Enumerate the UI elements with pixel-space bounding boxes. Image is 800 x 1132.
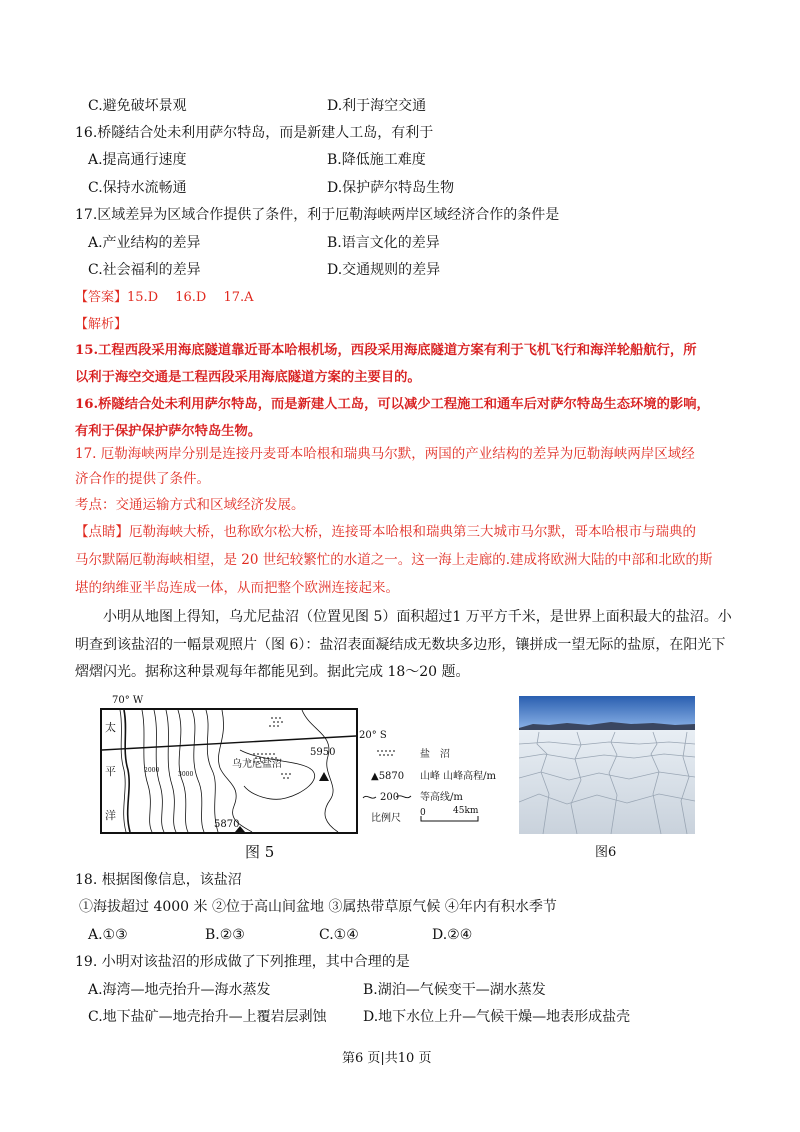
analysis-line-4: 有利于保护保护萨尔特岛生物。 xyxy=(75,424,262,439)
map-latitude-label: 20° S xyxy=(359,730,387,741)
page-footer: 第6 页|共10 页 xyxy=(342,1051,432,1066)
q16-option-c: C.保持水流畅通 xyxy=(88,180,187,196)
answer-label: 【答案】 xyxy=(75,290,128,305)
q18-statements: ①海拔超过 4000 米 ②位于高山间盆地 ③属热带草原气候 ④年内有积水季节 xyxy=(79,899,557,915)
q17-stem: 17.区域差异为区域合作提供了条件，利于厄勒海峡两岸区域经济合作的条件是 xyxy=(75,207,560,223)
legend-salt-label: 盐 沼 xyxy=(420,749,450,760)
intro-line-1: 小明从地图上得知，乌尤尼盐沼（位置见图 5）面积超过1 万平方千米，是世界上面积最大的盐沼。小 xyxy=(103,609,732,625)
analysis-line-9: 马尔默隔厄勒海峡相望，是 20 世纪较繁忙的水道之一。这一海上走廊的.建成将欧洲大陆的中部和北欧的斯 xyxy=(75,552,713,568)
q15-option-d: D.利于海空交通 xyxy=(327,98,427,114)
intro-line-3: 熠熠闪光。据称这种景观每年都能见到。据此完成 18～20 题。 xyxy=(75,664,470,680)
q16-option-b: B.降低施工难度 xyxy=(327,152,426,168)
map-salt-flat-name: 乌尤尼盐沼 xyxy=(232,759,282,770)
legend-scale-label: 比例尺 xyxy=(371,813,401,824)
analysis-line-2: 以利于海空交通是工程西段采用海底隧道方案的主要目的。 xyxy=(75,370,421,385)
figure-5-caption: 图 5 xyxy=(245,843,275,861)
map-ocean-char-2: 平 xyxy=(105,765,116,778)
answer-text: 15.D 16.D 17.A xyxy=(127,290,254,305)
figure-6-caption: 图6 xyxy=(595,845,617,860)
q18-option-b: B.②③ xyxy=(205,927,245,943)
map-peak-1950: 5950 xyxy=(310,747,336,758)
map-ocean-char-1: 太 xyxy=(105,721,116,734)
map-longitude-label: 70° W xyxy=(112,695,144,706)
legend-salt-icon xyxy=(374,747,414,761)
map-contour-label-1: 2000 xyxy=(144,767,160,774)
map-contours xyxy=(102,710,356,832)
analysis-line-7: 考点：交通运输方式和区域经济发展。 xyxy=(75,497,305,513)
q19-stem: 19. 小明对该盐沼的形成做了下列推理，其中合理的是 xyxy=(75,954,410,970)
q17-option-a: A.产业结构的差异 xyxy=(88,235,201,251)
analysis-line-8 xyxy=(75,526,696,540)
legend-peak-label: 山峰 山峰高程/m xyxy=(420,771,497,782)
q18-option-c: C.①④ xyxy=(319,927,359,943)
analysis-line-5: 17. 厄勒海峡两岸分别是连接丹麦哥本哈根和瑞典马尔默，两国的产业结构的差异为厄勒海峡两岸区域经 xyxy=(75,446,695,462)
map-contour-label-2: 3000 xyxy=(178,771,194,778)
q19-option-c: C.地下盐矿—地壳抬升—上覆岩层剥蚀 xyxy=(88,1009,327,1025)
legend-contour-label: 等高线/m xyxy=(420,792,463,803)
q17-option-b: B.语言文化的差异 xyxy=(327,235,440,251)
q19-option-d: D.地下水位上升—气候干燥—地表形成盐壳 xyxy=(363,1009,631,1025)
q16-option-a: A.提高通行速度 xyxy=(88,152,187,168)
legend-peak-value: ▲5870 xyxy=(371,771,405,782)
intro-line-2: 明查到该盐沼的一幅景观照片（图 6）：盐沼表面凝结成无数块多边形，镶拼成一望无际的盐原，在阳光下 xyxy=(75,637,726,653)
pointer-text: 厄勒海峡大桥，也称欧尔松大桥，连接哥本哈根和瑞典第三大城市马尔默，哥本哈根市与瑞典的 xyxy=(129,524,696,540)
analysis-label: 【解析】 xyxy=(75,317,128,332)
legend-scale-bar xyxy=(420,815,480,823)
analysis-line-6: 济合作的提供了条件。 xyxy=(75,471,210,487)
figure-6-photo xyxy=(519,696,695,834)
q18-option-d: D.②④ xyxy=(432,927,473,943)
q17-option-c: C.社会福利的差异 xyxy=(88,262,201,278)
q18-stem: 18. 根据图像信息，该盐沼 xyxy=(75,872,242,888)
q17-option-d: D.交通规则的差异 xyxy=(327,262,441,278)
figure-5-map xyxy=(100,708,358,834)
answer-line xyxy=(75,291,254,304)
analysis-line-3: 16.桥隧结合处未利用萨尔特岛，而是新建人工岛，可以减少工程施工和通车后对萨尔特岛生态环境的影响， xyxy=(75,397,710,412)
map-peak-5870: 5870 xyxy=(214,819,240,830)
q19-option-a: A.海湾—地壳抬升—海水蒸发 xyxy=(88,982,271,998)
pointer-label: 【点睛】 xyxy=(75,524,129,540)
q18-option-a: A.①③ xyxy=(88,927,128,943)
legend-scale-zero: 0 xyxy=(420,808,426,818)
map-ocean-char-3: 洋 xyxy=(105,809,116,822)
q16-option-d: D.保护萨尔特岛生物 xyxy=(327,180,455,196)
analysis-line-10: 堪的纳维亚半岛连成一体，从而把整个欧洲连接起来。 xyxy=(75,580,399,596)
legend-scale-length: 45km xyxy=(453,806,479,816)
q16-stem: 16.桥隧结合处未利用萨尔特岛，而是新建人工岛，有利于 xyxy=(75,125,434,141)
q19-option-b: B.湖泊—气候变干—湖水蒸发 xyxy=(363,982,546,998)
analysis-line-1: 15.工程西段采用海底隧道靠近哥本哈根机场，西段采用海底隧道方案有利于飞机飞行和海洋轮船航行，所 xyxy=(75,343,697,358)
salt-flat-landscape xyxy=(519,696,695,834)
q15-option-c: C.避免破坏景观 xyxy=(88,98,187,114)
legend-contour-value: 200 xyxy=(380,792,400,803)
